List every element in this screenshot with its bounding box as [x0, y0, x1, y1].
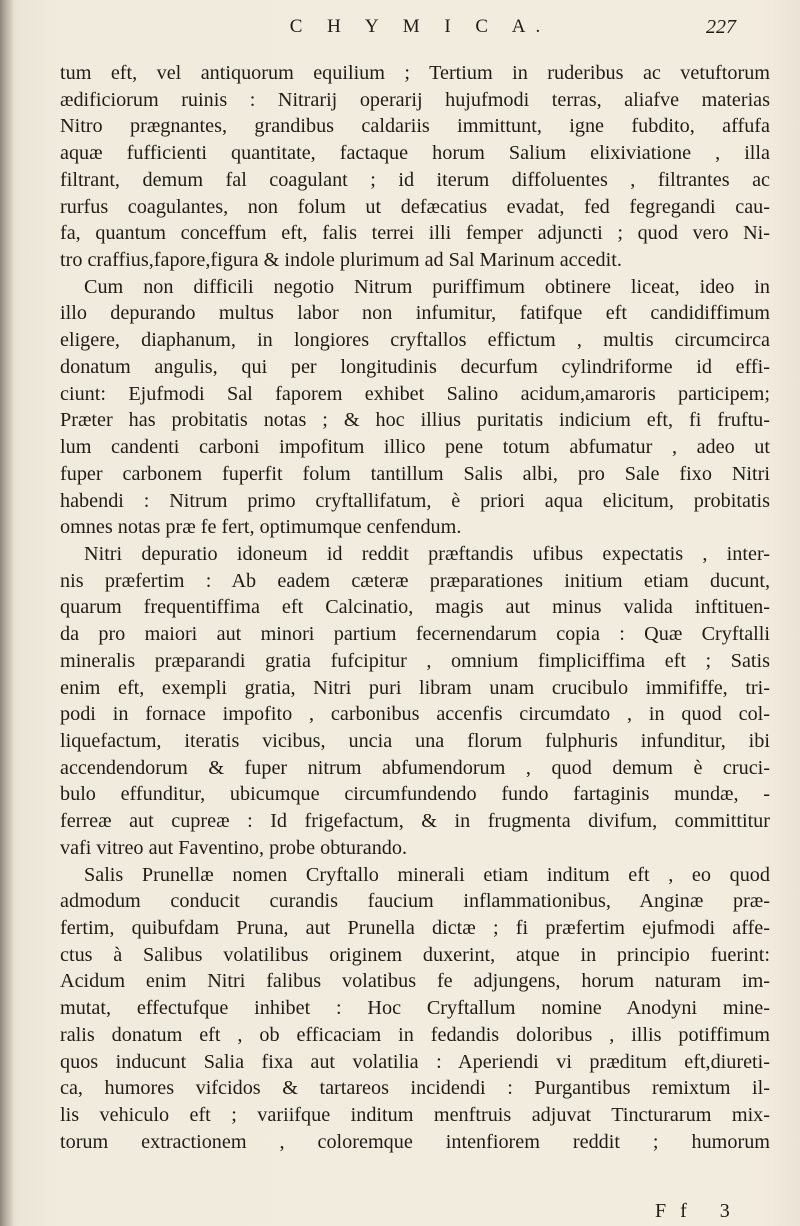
text-line: fertim, quibufdam Pruna, aut Prunella dictæ ; fi præfertim ejufmodi affe- — [60, 917, 770, 939]
binding-shadow — [0, 0, 14, 1226]
text-line: lum candenti carboni impofitum illico pene totum abfumatur , adeo ut — [60, 436, 770, 459]
text-line: Nitro prægnantes, grandibus caldariis immittunt, igne fubdito, affufa — [60, 115, 770, 138]
text-line: quos inducunt Salia fixa aut volatilia : Aperiendi vi præditum eft,diureti- — [60, 1050, 770, 1073]
text-line: tro craffius,fapore,figura & indole plurimum ad Sal Marinum accedit. — [60, 249, 622, 272]
text-line: quarum frequentiffima eft Calcinatio, magis aut minus valida inftituen- — [60, 596, 770, 619]
text-line: lis vehiculo eft ; variifque inditum menftruis adjuvat Tincturarum mix- — [60, 1104, 770, 1127]
page-number: 227 — [706, 16, 736, 38]
paragraph-start-line: Cum non difficili negotio Nitrum puriffimum obtinere liceat, ideo in — [84, 275, 770, 298]
text-line: eligere, diaphanum, in longiores cryftallos effictum , multis circumcirca — [60, 329, 770, 352]
text-line: aquæ fufficienti quantitate, factaque horum Salium elixiviatione , illa — [60, 142, 770, 165]
text-line: Præter has probitatis notas ; & hoc illius puritatis indicium eft, fi fruftu- — [60, 409, 770, 432]
text-line: liquefactum, iteratis vicibus, uncia una florum fulphuris infunditur, ibi — [60, 729, 770, 752]
text-line: ferreæ aut cupreæ : Id frigefactum, & in frugmenta divifum, committitur — [60, 810, 770, 833]
text-line: ciunt: Ejufmodi Sal faporem exhibet Salino acidum,amaroris participem; — [60, 382, 770, 405]
text-line: ca, humores vifcidos & tartareos incidendi : Purgantibus remixtum il- — [60, 1077, 770, 1100]
text-line: admodum conducit curandis faucium inflammationibus, Anginæ præ- — [60, 890, 770, 913]
text-line: tum eft, vel antiquorum equilium ; Tertium in ruderibus ac vetuftorum — [60, 62, 770, 84]
text-line: omnes notas præ fe fert, optimumque cenfendum. — [60, 516, 462, 539]
text-line: ralis donatum eft , ob efficaciam in fedandis doloribus , illis potiffimum — [60, 1023, 770, 1046]
paragraph-start-line: Salis Prunellæ nomen Cryftallo minerali etiam inditum eft , eo quod — [84, 863, 770, 886]
catchword: Ff 3 — [655, 1200, 744, 1222]
text-line: da pro maiori aut minori partium fecernendarum copia : Quæ Cryftalli — [60, 623, 770, 646]
running-head-text: C H Y M I C A. — [289, 16, 551, 37]
text-line: donatum angulis, qui per longitudinis decurfum cylindriforme id effi- — [60, 355, 770, 378]
text-line: vafi vitreo aut Faventino, probe obturando. — [60, 836, 408, 859]
text-line: torum extractionem , coloremque intenfiorem reddit ; humorum — [60, 1130, 770, 1153]
text-line: bulo effunditur, ubicumque circumfundendo fundo fartaginis mundæ, - — [60, 783, 770, 806]
text-line: accendendorum & fuper nitrum abfumendorum , quod demum è cruci- — [60, 756, 770, 779]
text-line: ædificiorum ruinis : Nitrarij operarij hujufmodi terras, aliafve materias — [60, 88, 770, 111]
text-line: rurfus coagulantes, non folum ut defæcatius evadat, fed fegregandi cau- — [60, 195, 770, 218]
text-line: nis præfertim : Ab eadem cæteræ præparationes initium etiam ducunt, — [60, 569, 770, 592]
body-text — [60, 60, 770, 1155]
text-line: Acidum enim Nitri falibus volatibus fe adjungens, horum naturam im- — [60, 970, 770, 993]
text-line: ctus à Salibus volatilibus originem duxerint, atque in principio fuerint: — [60, 943, 770, 966]
text-line: fa, quantum conceffum eft, falis terrei illi femper adjuncti ; quod vero Ni- — [60, 222, 770, 245]
text-line: podi in fornace impofito , carbonibus accenfis circumdato , in quod col- — [60, 703, 770, 726]
text-line: filtrant, demum fal coagulant ; id iterum diffoluentes , filtrantes ac — [60, 168, 770, 191]
text-line: illo depurando multus labor non infumitur, fatifque eft candidiffimum — [60, 302, 770, 325]
text-line: habendi : Nitrum primo cryftallifatum, è priori aqua elicitum, probitatis — [60, 489, 770, 512]
text-line: enim eft, exempli gratia, Nitri puri libram unam crucibulo immififfe, tri- — [60, 676, 770, 699]
text-line: fuper carbonem fuperfit folum tantillum Salis albi, pro Sale fixo Nitri — [60, 462, 770, 485]
text-line: mutat, effectufque inhibet : Hoc Cryftallum nomine Anodyni mine- — [60, 997, 770, 1020]
text-line: mineralis præparandi gratia fufcipitur , omnium fimpliciffima eft ; Satis — [60, 649, 770, 672]
paragraph-start-line: Nitri depuratio idoneum id reddit præftandis ufibus expectatis , inter- — [84, 542, 770, 565]
